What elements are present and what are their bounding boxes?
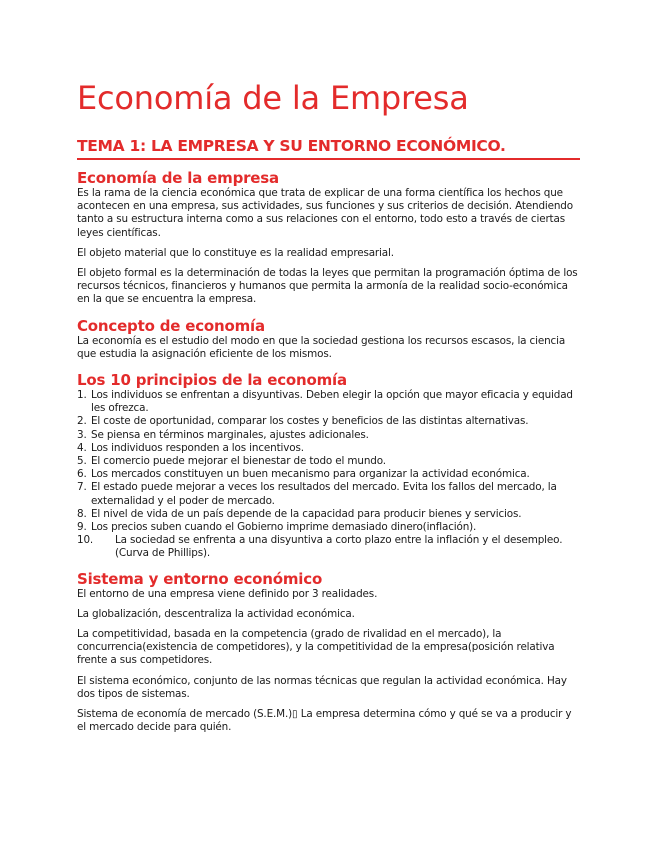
list-number: 8. — [77, 507, 87, 520]
tema-heading: TEMA 1: LA EMPRESA Y SU ENTORNO ECONÓMICO. — [77, 136, 580, 160]
list-text: La sociedad se enfrenta a una disyuntiva a corto plazo entre la inflación y el desempleo. (Curva de Phillips). — [115, 534, 563, 560]
list-text: Se piensa en términos marginales, ajustes adicionales. — [91, 428, 369, 441]
document-page — [77, 78, 580, 742]
list-number: 2. — [77, 415, 87, 428]
list-text: El nivel de vida de un país depende de la capacidad para producir bienes y servicios. — [91, 507, 522, 520]
list-text: Los individuos responden a los incentivos. — [91, 441, 304, 454]
list-item — [77, 455, 580, 468]
list-text: Los individuos se enfrentan a disyuntivas. Deben elegir la opción que mayor eficacia y equidad les ofrezca. — [91, 389, 573, 415]
paragraph: El objeto material que lo constituye es la realidad empresarial. — [77, 246, 394, 259]
list-text: El estado puede mejorar a veces los resultados del mercado. Evita los fallos del mercado, la externalidad y el poder de mercado. — [91, 481, 557, 507]
section-economia-empresa — [77, 169, 580, 307]
list-number: 6. — [77, 468, 87, 481]
list-item — [77, 521, 580, 534]
paragraph: La globalización, descentraliza la actividad económica. — [77, 607, 355, 620]
list-text: Los precios suben cuando el Gobierno imprime demasiado dinero(inflación). — [91, 521, 477, 534]
list-item — [77, 468, 580, 481]
section-heading: Economía de la empresa — [77, 169, 279, 187]
list-number: 1. — [77, 389, 87, 402]
paragraph: La competitividad, basada en la competencia (grado de rivalidad en el mercado), la concurrencia(existencia de competidores), y la competitividad de la empresa(posición relativa frente a sus competidores. — [77, 628, 555, 667]
list-number: 3. — [77, 428, 87, 441]
section-sistema-entorno — [77, 570, 580, 735]
list-text: Los mercados constituyen un buen mecanismo para organizar la actividad económica. — [91, 468, 530, 481]
list-item — [77, 415, 580, 428]
list-item — [77, 442, 580, 455]
paragraph: Es la rama de la ciencia económica que trata de explicar de una forma científica los hechos que acontecen en una empresa, sus actividades, sus funciones y sus criterios de decisión. Atendiendo tanto a su estructura interna como a sus relaciones con el entorno, todo esto a través de ciertas leyes científicas. — [77, 187, 573, 239]
paragraph: Sistema de economía de mercado (S.E.M.)▯ La empresa determina cómo y qué se va a producir y el mercado decide para quién. — [77, 708, 572, 734]
list-text: El comercio puede mejorar el bienestar de todo el mundo. — [91, 455, 386, 468]
list-item — [77, 534, 580, 560]
list-number: 4. — [77, 441, 87, 454]
list-number: 10. — [77, 534, 94, 547]
paragraph: El sistema económico, conjunto de las normas técnicas que regulan la actividad económica. Hay dos tipos de sistemas. — [77, 674, 567, 700]
paragraph: La economía es el estudio del modo en que la sociedad gestiona los recursos escasos, la ciencia que estudia la asignación eficiente de los mismos. — [77, 334, 566, 360]
list-item — [77, 429, 580, 442]
section-concepto-economia — [77, 317, 580, 361]
principles-list — [77, 389, 580, 561]
section-heading: Sistema y entorno económico — [77, 569, 323, 588]
list-item — [77, 389, 580, 415]
list-number: 7. — [77, 481, 87, 494]
list-number: 9. — [77, 521, 87, 534]
document-title: Economía de la Empresa — [77, 79, 469, 117]
section-heading: Los 10 principios de la economía — [77, 371, 347, 390]
list-item — [77, 508, 580, 521]
list-number: 5. — [77, 455, 87, 468]
paragraph: El entorno de una empresa viene definido por 3 realidades. — [77, 587, 378, 600]
section-10-principios — [77, 371, 580, 561]
paragraph: El objeto formal es la determinación de todas la leyes que permitan la programación óptima de los recursos técnicos, financieros y humanos que permita la armonía de la realidad socio-económica en la que se encuentra la empresa. — [77, 267, 578, 306]
section-heading: Concepto de economía — [77, 316, 265, 335]
list-item — [77, 481, 580, 507]
list-text: El coste de oportunidad, comparar los costes y beneficios de las distintas alternativas. — [91, 415, 529, 428]
